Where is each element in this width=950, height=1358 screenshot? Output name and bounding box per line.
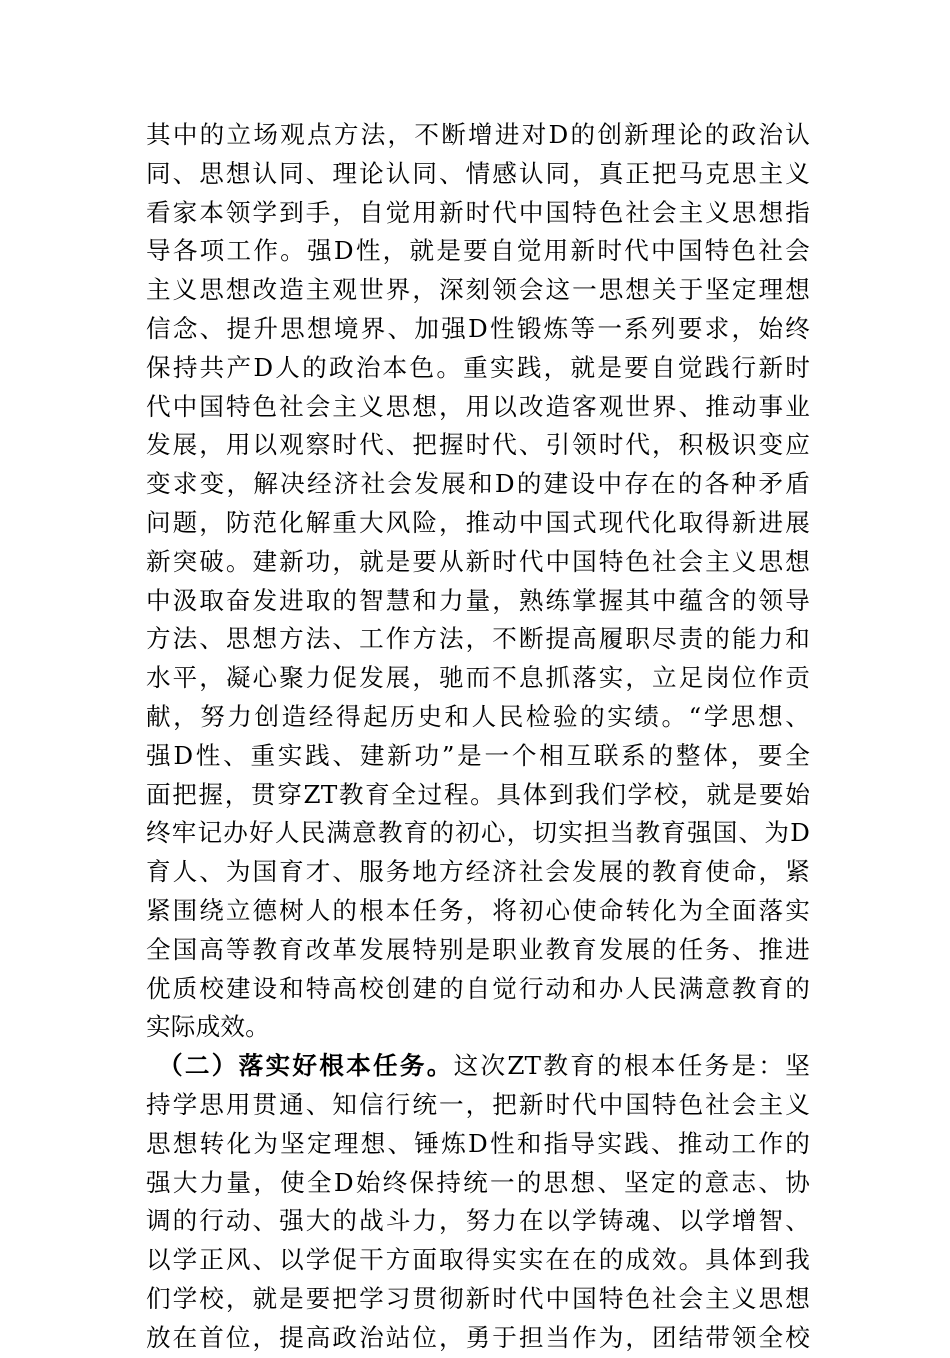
text-line: 面把握，贯穿ZT教育全过程。具体到我们学校，就是要始 xyxy=(146,779,810,809)
body-text xyxy=(146,116,810,1358)
text-line: 新突破。建新功，就是要从新时代中国特色社会主义思想 xyxy=(146,546,810,576)
text-line: 看家本领学到手，自觉用新时代中国特色社会主义思想指 xyxy=(146,197,810,227)
text-line: 问题，防范化解重大风险，推动中国式现代化取得新进展 xyxy=(146,507,810,537)
text-line: 主义思想改造主观世界，深刻领会这一思想关于坚定理想 xyxy=(146,275,810,305)
text-line: 们学校，就是要把学习贯彻新时代中国特色社会主义思想 xyxy=(146,1283,810,1313)
text-line: 实际成效。 xyxy=(146,1012,270,1042)
text-line: 方法、思想方法、工作方法，不断提高履职尽责的能力和 xyxy=(146,624,810,654)
text-line: 献，努力创造经得起历史和人民检验的实绩。“学思想、 xyxy=(146,701,810,731)
section-heading-rest: 这次ZT教育的根本任务是：坚 xyxy=(453,1051,811,1081)
text-line: 水平，凝心聚力促发展，驰而不息抓落实，立足岗位作贡 xyxy=(146,663,810,693)
text-line: 育人、为国育才、服务地方经济社会发展的教育使命，紧 xyxy=(146,857,810,887)
section-heading: （二）落实好根本任务。 xyxy=(158,1051,454,1081)
text-line: 其中的立场观点方法，不断增进对D的创新理论的政治认 xyxy=(146,120,810,149)
text-line: 优质校建设和特高校创建的自觉行动和办人民满意教育的 xyxy=(146,973,810,1003)
text-line: 思想转化为坚定理想、锤炼D性和指导实践、推动工作的 xyxy=(146,1128,810,1158)
text-line: 保持共产D人的政治本色。重实践，就是要自觉践行新时 xyxy=(146,352,810,382)
text-line: 终牢记办好人民满意教育的初心，切实担当教育强国、为D xyxy=(146,818,810,848)
text-line: 同、思想认同、理论认同、情感认同，真正把马克思主义 xyxy=(146,158,810,188)
text-line: 变求变，解决经济社会发展和D的建设中存在的各种矛盾 xyxy=(146,469,810,499)
text-line: 导各项工作。强D性，就是要自觉用新时代中国特色社会 xyxy=(146,236,810,266)
text-line: 放在首位，提高政治站位，勇于担当作为，团结带领全校 xyxy=(146,1322,810,1352)
text-line: 调的行动、强大的战斗力，努力在以学铸魂、以学增智、 xyxy=(146,1206,810,1236)
text-line: 强D性、重实践、建新功”是一个相互联系的整体，要全 xyxy=(146,740,810,770)
text-line: 信念、提升思想境界、加强D性锻炼等一系列要求，始终 xyxy=(146,313,810,343)
text-line: 强大力量，使全D始终保持统一的思想、坚定的意志、协 xyxy=(146,1167,810,1197)
text-line: 中汲取奋发进取的智慧和力量，熟练掌握其中蕴含的领导 xyxy=(146,585,810,615)
text-line: 紧围绕立德树人的根本任务，将初心使命转化为全面落实 xyxy=(146,895,810,925)
text-line: 代中国特色社会主义思想，用以改造客观世界、推动事业 xyxy=(146,391,810,421)
section-heading-line xyxy=(146,1047,810,1086)
text-line: 以学正风、以学促干方面取得实实在在的成效。具体到我 xyxy=(146,1245,810,1275)
text-line: 全国高等教育改革发展特别是职业教育发展的任务、推进 xyxy=(146,934,810,964)
text-line: 持学思用贯通、知信行统一，把新时代中国特色社会主义 xyxy=(146,1089,810,1119)
text-line: 发展，用以观察时代、把握时代、引领时代，积极识变应 xyxy=(146,430,810,460)
